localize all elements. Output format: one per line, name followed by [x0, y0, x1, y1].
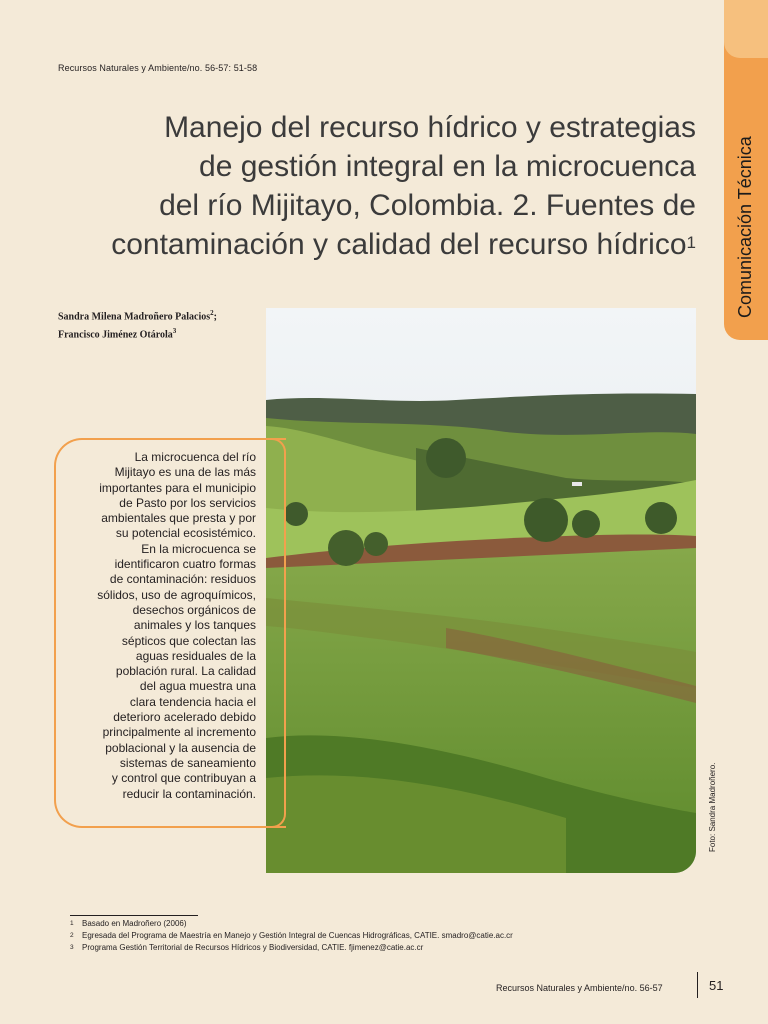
footnote: 3 Programa Gestión Territorial de Recursos Hídricos y Biodiversidad, CATIE. fjimenez@catie.ac.cr	[70, 943, 424, 952]
abstract-line: su potencial ecosistémico.	[115, 526, 256, 541]
author: Sandra Milena Madroñero Palacios$^2$;	[58, 309, 217, 323]
footnote: 1 Basado en Madroñero (2006)	[70, 919, 187, 928]
abstract-line: población rural. La calidad	[115, 664, 256, 679]
abstract-line: deterioro acelerado debido	[113, 710, 256, 725]
author: Francisco Jiménez Otárola$^3$	[58, 327, 177, 341]
landscape-photo	[266, 308, 696, 873]
page-number: 51	[709, 978, 724, 993]
footnote-divider	[70, 915, 198, 916]
abstract	[64, 450, 256, 802]
abstract-line: y control que contribuyan a	[111, 771, 256, 786]
abstract-line: La microcuenca del río	[134, 450, 256, 464]
abstract-line: de contaminación: residuos	[109, 572, 256, 587]
footer-divider	[697, 972, 698, 998]
title-line: de gestión integral en la microcuenca	[199, 150, 696, 183]
abstract-line: sépticos que colectan las	[121, 633, 256, 648]
section-tab-label: Comunicación Técnica	[735, 136, 755, 318]
abstract-line: del agua muestra una	[139, 679, 256, 694]
abstract-line: poblacional y la ausencia de	[105, 740, 256, 755]
footer-journal: Recursos Naturales y Ambiente/no. 56-57	[496, 983, 663, 993]
title-line: del río Mijitayo, Colombia. 2. Fuentes de	[159, 189, 696, 222]
abstract-line: identificaron cuatro formas	[114, 557, 256, 572]
abstract-line: En la microcuenca se	[141, 541, 256, 556]
abstract-line: desechos orgánicos de	[132, 602, 256, 617]
photo-credit: Foto: Sandra Madroñero.	[708, 762, 717, 852]
footnotes	[70, 918, 513, 954]
abstract-line: de Pasto por los servicios	[119, 495, 256, 510]
abstract-line: ambientales que presta y por	[101, 511, 256, 526]
abstract-line: sólidos, uso de agroquímicos,	[97, 587, 256, 602]
abstract-line: animales y los tanques	[133, 618, 256, 633]
abstract-line: Mijitayo es una de las más	[114, 465, 256, 480]
abstract-line: clara tendencia hacia el	[129, 694, 256, 709]
footnote: 2 Egresada del Programa de Maestría en Manejo y Gestión Integral de Cuencas Hidrográficas, CATIE. smadro@catie.ac.cr	[70, 931, 513, 940]
abstract-line: sistemas de saneamiento	[119, 755, 256, 770]
abstract-line: aguas residuales de la	[135, 648, 256, 663]
title-footnote-mark: 1	[686, 233, 696, 252]
abstract-frame-bracket	[254, 438, 286, 828]
section-tab-highlight	[724, 0, 768, 58]
title-line: Manejo del recurso hídrico y estrategias	[164, 111, 696, 144]
abstract-line: importantes para el municipio	[99, 480, 256, 495]
author-list	[58, 306, 217, 343]
title-line: contaminación y calidad del recurso hídrico	[111, 228, 687, 261]
journal-citation: Recursos Naturales y Ambiente/no. 56-57: 51-58	[58, 63, 258, 73]
article-title	[40, 108, 696, 264]
abstract-line: reducir la contaminación.	[122, 786, 256, 801]
abstract-line: principalmente al incremento	[102, 725, 256, 740]
